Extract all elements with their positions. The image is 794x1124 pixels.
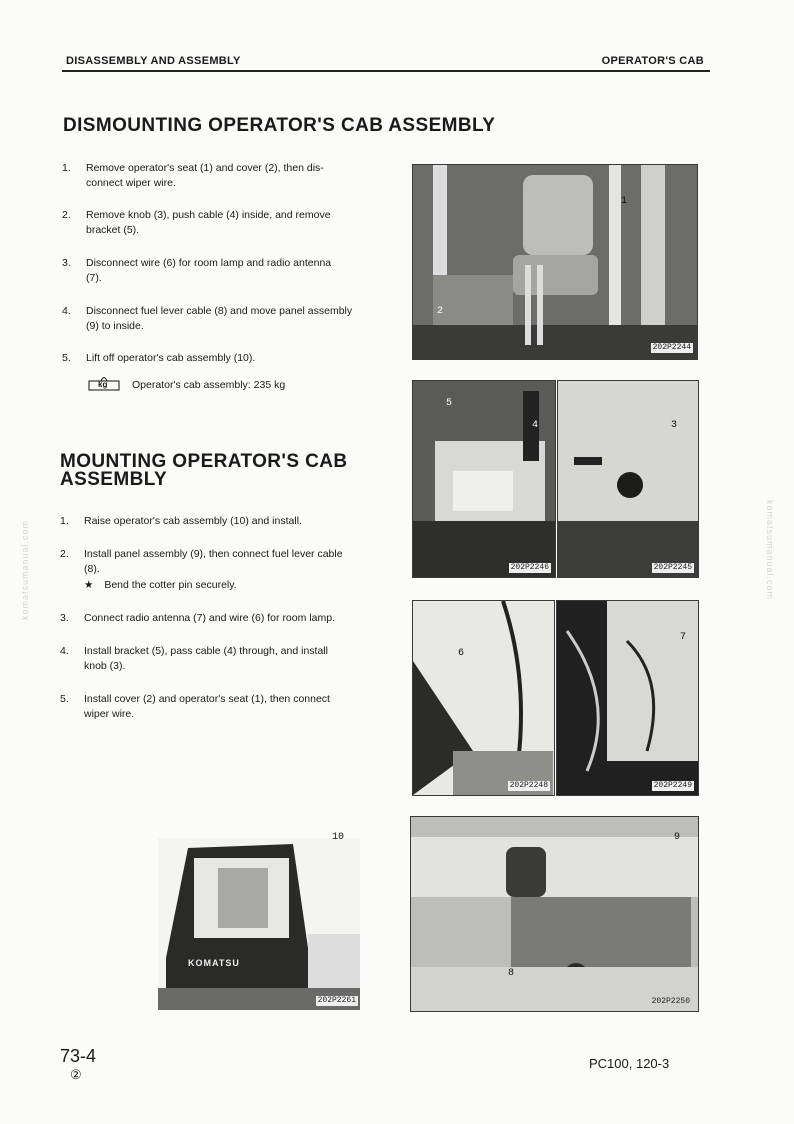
callout-8: 8 (508, 968, 515, 979)
cab-brand-logo: KOMATSU (188, 958, 240, 968)
mount-note: ★ Bend the cotter pin securely. (84, 579, 237, 591)
callout-3: 3 (671, 420, 678, 431)
page-number: 73-4 (60, 1046, 97, 1066)
model-number: PC100, 120-3 (589, 1056, 670, 1071)
callout-4: 4 (532, 420, 539, 431)
photo-code: 202P2244 (652, 343, 691, 352)
photo-knob (557, 380, 699, 578)
header-rule (62, 70, 710, 72)
photo-bracket (412, 380, 556, 578)
star-icon: ★ (84, 579, 94, 591)
revision-mark: ② (70, 1067, 82, 1082)
photo-code: 202P2249 (653, 781, 692, 790)
callout-2: 2 (437, 306, 444, 317)
weight-text: Operator's cab assembly: 235 kg (132, 379, 286, 391)
dismount-title: DISMOUNTING OPERATOR'S CAB ASSEMBLY (63, 115, 496, 136)
callout-5: 5 (446, 398, 453, 409)
photo-code: 202P2246 (510, 563, 549, 572)
callout-1: 1 (621, 196, 628, 207)
watermark-left: komatsumanual.com (20, 519, 30, 620)
photo-operator-cab (158, 838, 360, 1010)
header-chapter-title: OPERATOR'S CAB (601, 55, 704, 67)
callout-6: 6 (458, 648, 465, 659)
callout-10: 10 (332, 832, 345, 843)
photo-code: 202P2248 (509, 781, 548, 790)
photo-radio-antenna (556, 600, 699, 796)
mount-title: MOUNTING OPERATOR'S CAB ASSEMBLY (60, 451, 348, 490)
weight-icon: kg (88, 374, 120, 390)
photo-code: 202P2250 (651, 997, 690, 1006)
photo-code: 202P2245 (653, 563, 692, 572)
header-section-title: DISASSEMBLY AND ASSEMBLY (66, 55, 241, 67)
photo-operator-seat (412, 164, 698, 360)
callout-9: 9 (674, 832, 681, 843)
photo-panel-assembly (410, 816, 699, 1012)
watermark-right: komatsumanual.com (765, 500, 775, 601)
photo-room-lamp-wire (412, 600, 555, 796)
photo-code: 202P2261 (317, 996, 356, 1005)
callout-7: 7 (680, 632, 687, 643)
